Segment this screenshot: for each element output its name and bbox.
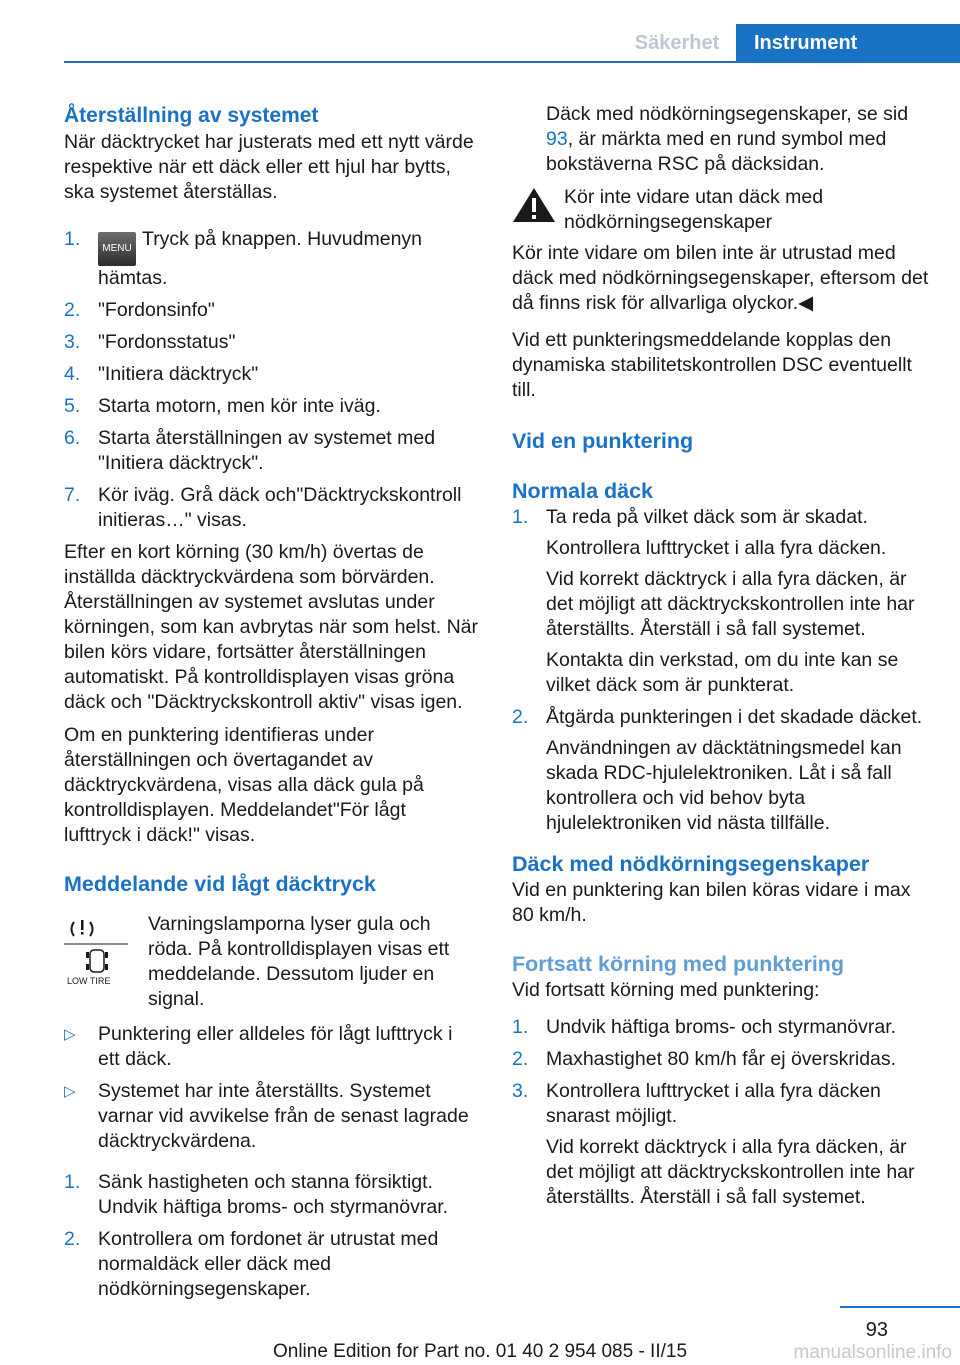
continued-driving-steps (512, 1015, 932, 1210)
rsc-reference-paragraph (512, 102, 932, 177)
bullet-text: Systemet har inte återställts. Systemet varnar vid avvikelse från de senast lagrade däcktryckvärdena. (98, 1080, 469, 1152)
list-item (64, 227, 478, 291)
left-column (64, 102, 478, 1309)
step-text: Kör iväg. Grå däck och"Däcktryckskontroll initieras…" visas. (98, 484, 462, 531)
reset-steps (64, 227, 478, 533)
step-text: Kontrollera lufttrycket i alla fyra däcken. (546, 537, 887, 559)
step-number: 1. (64, 1171, 81, 1193)
puncture-during-reset-paragraph: Om en punktering identifieras under återställningen och övertagandet av däcktryckvärdena, visas alla däck gula på kontrolldisplayen. Meddelandet"För lågt lufttryck i däck!" visas. (64, 724, 424, 846)
list-item (64, 1170, 478, 1220)
list-item (64, 298, 478, 323)
step-text: Vid korrekt däcktryck i alla fyra däcken, är det möjligt att däcktryckskontrollen inte har återställts. Återställ i så fall systemet. (546, 568, 915, 640)
step-number: 2. (512, 1048, 529, 1070)
step-text: Starta återställningen av systemet med "Initiera däcktryck". (98, 427, 436, 474)
dsc-paragraph: Vid ett punkteringsmeddelande kopplas den dynamiska stabilitetskontrollen DSC eventuellt till. (512, 329, 912, 401)
heading-rsc-tires: Däck med nödkörningsegenskaper (512, 852, 870, 876)
warning-title: Kör inte vidare utan däck med nödkörningsegenskaper (564, 186, 824, 233)
watermark: manualsonline.info (793, 1342, 952, 1363)
step-number: 1. (512, 506, 529, 528)
list-item (64, 1227, 478, 1302)
triangle-bullet-icon: ▷ (64, 1083, 76, 1100)
step-number: 2. (64, 299, 81, 321)
list-item (512, 505, 932, 698)
step-text: Maxhastighet 80 km/h får ej överskridas. (546, 1048, 897, 1070)
footer-rule (840, 1306, 960, 1308)
list-item (64, 1079, 478, 1154)
page-number: 93 (865, 1319, 888, 1341)
continued-driving-intro: Vid fortsatt körning med punktering: (512, 979, 820, 1001)
warning-block (512, 185, 932, 235)
list-item (64, 394, 478, 419)
list-item (64, 330, 478, 355)
warning-lamp-text: Varningslamporna lyser gula och röda. På kontrolldisplayen visas ett meddelande. Dessutom ljuder en signal. (148, 913, 450, 1010)
rsc-text-a: Däck med nödkörningsegenskaper, se sid (546, 103, 909, 125)
tire-pressure-warning-icon (64, 914, 134, 995)
step-number: 1. (64, 228, 81, 250)
step-text: Användningen av däcktätningsmedel kan skada RDC-hjulelektroniken. Låt i så fall kontrollera och vid behov byta hjulelektroniken vid nästa tillfälle. (546, 737, 902, 834)
step-text: "Fordonsinfo" (98, 299, 215, 321)
step-text: "Initiera däcktryck" (98, 363, 259, 385)
step-text: Tryck på knappen. Huvudmenyn hämtas. (98, 228, 423, 289)
step-number: 5. (64, 395, 81, 417)
page-link[interactable]: 93 (546, 128, 568, 150)
bullet-text: Punktering eller alldeles för lågt lufttryck i ett däck. (98, 1023, 453, 1070)
heading-puncture: Vid en punktering (512, 429, 694, 453)
step-text: Starta motorn, men kör inte iväg. (98, 395, 381, 417)
step-text: Undvik häftiga broms- och styrmanövrar. (546, 1016, 897, 1038)
right-column (512, 102, 932, 1217)
rsc-text-b: , är märkta med en rund symbol med bokstäverna RSC på däcksidan. (546, 128, 887, 175)
svg-text:LOW TIRE: LOW TIRE (67, 976, 111, 986)
step-text: "Fordonsstatus" (98, 331, 236, 353)
step-number: 2. (64, 1228, 81, 1250)
list-item (512, 1015, 932, 1040)
step-text: Sänk hastigheten och stanna försiktigt. Undvik häftiga broms- och styrmanövrar. (98, 1171, 449, 1218)
step-text: Kontrollera om fordonet är utrustat med normaldäck eller däck med nödkörningsegenskaper. (98, 1228, 439, 1300)
list-item (64, 483, 478, 533)
list-item (64, 1022, 478, 1072)
heading-continued-driving: Fortsatt körning med punktering (512, 952, 845, 976)
normal-tire-steps (512, 505, 932, 836)
step-number: 7. (64, 484, 81, 506)
section-title-low-pressure: Meddelande vid lågt däcktryck (64, 872, 376, 896)
list-item (512, 1047, 932, 1072)
warning-body: Kör inte vidare om bilen inte är utrustad med däck med nödkörningsegenskaper, eftersom det då finns risk för allvarliga olyckor.◀ (512, 242, 929, 314)
warning-lamp-block (64, 912, 478, 1012)
list-item (64, 362, 478, 387)
step-number: 3. (512, 1080, 529, 1102)
step-text: Åtgärda punkteringen i det skadade däcket. (546, 706, 923, 728)
heading-normal-tires: Normala däck (512, 479, 654, 503)
rsc-paragraph: Vid en punktering kan bilen köras vidare i max 80 km/h. (512, 879, 911, 926)
header-rule (64, 61, 960, 63)
tab-sakerhet[interactable]: Säkerhet (634, 32, 720, 54)
list-item (512, 1079, 932, 1210)
action-steps (64, 1170, 478, 1302)
step-text: Kontrollera lufttrycket i alla fyra däcken snarast möjligt. (546, 1080, 881, 1127)
step-text: Vid korrekt däcktryck i alla fyra däcken, är det möjligt att däcktryckskontrollen inte har återställts. Återställ i så fall systemet. (546, 1136, 915, 1208)
step-number: 6. (64, 427, 81, 449)
list-item (64, 426, 478, 476)
list-item (512, 705, 932, 836)
step-text: Ta reda på vilket däck som är skadat. (546, 506, 868, 528)
triangle-bullet-icon: ▷ (64, 1026, 76, 1043)
tab-instrument[interactable]: Instrument (736, 24, 960, 62)
step-number: 2. (512, 706, 529, 728)
reset-after-paragraph: Efter en kort körning (30 km/h) övertas de inställda däcktryckvärdena som börvärden. Återställningen av systemet avslutas under körningen, som kan avbrytas när som helst. När bilen körs vidare, fortsätter återställningen automatiskt. På kontrolldisplayen visas gröna däck och "Däcktryckskontroll aktiv" visas igen. (64, 541, 479, 713)
edition-footer: Online Edition for Part no. 01 40 2 954 085 - II/15 (272, 1341, 688, 1362)
menu-button-icon: MENU (98, 232, 136, 266)
reset-intro: När däcktrycket har justerats med ett nytt värde respektive när ett däck eller ett hjul har bytts, ska systemet återställas. (64, 131, 474, 203)
step-number: 1. (512, 1016, 529, 1038)
warning-triangle-icon (512, 187, 556, 223)
cause-list (64, 1022, 478, 1154)
step-number: 3. (64, 331, 81, 353)
section-title-reset: Återställning av systemet (64, 104, 319, 127)
step-text: Kontakta din verkstad, om du inte kan se vilket däck som är punkterat. (546, 649, 899, 696)
step-number: 4. (64, 363, 81, 385)
